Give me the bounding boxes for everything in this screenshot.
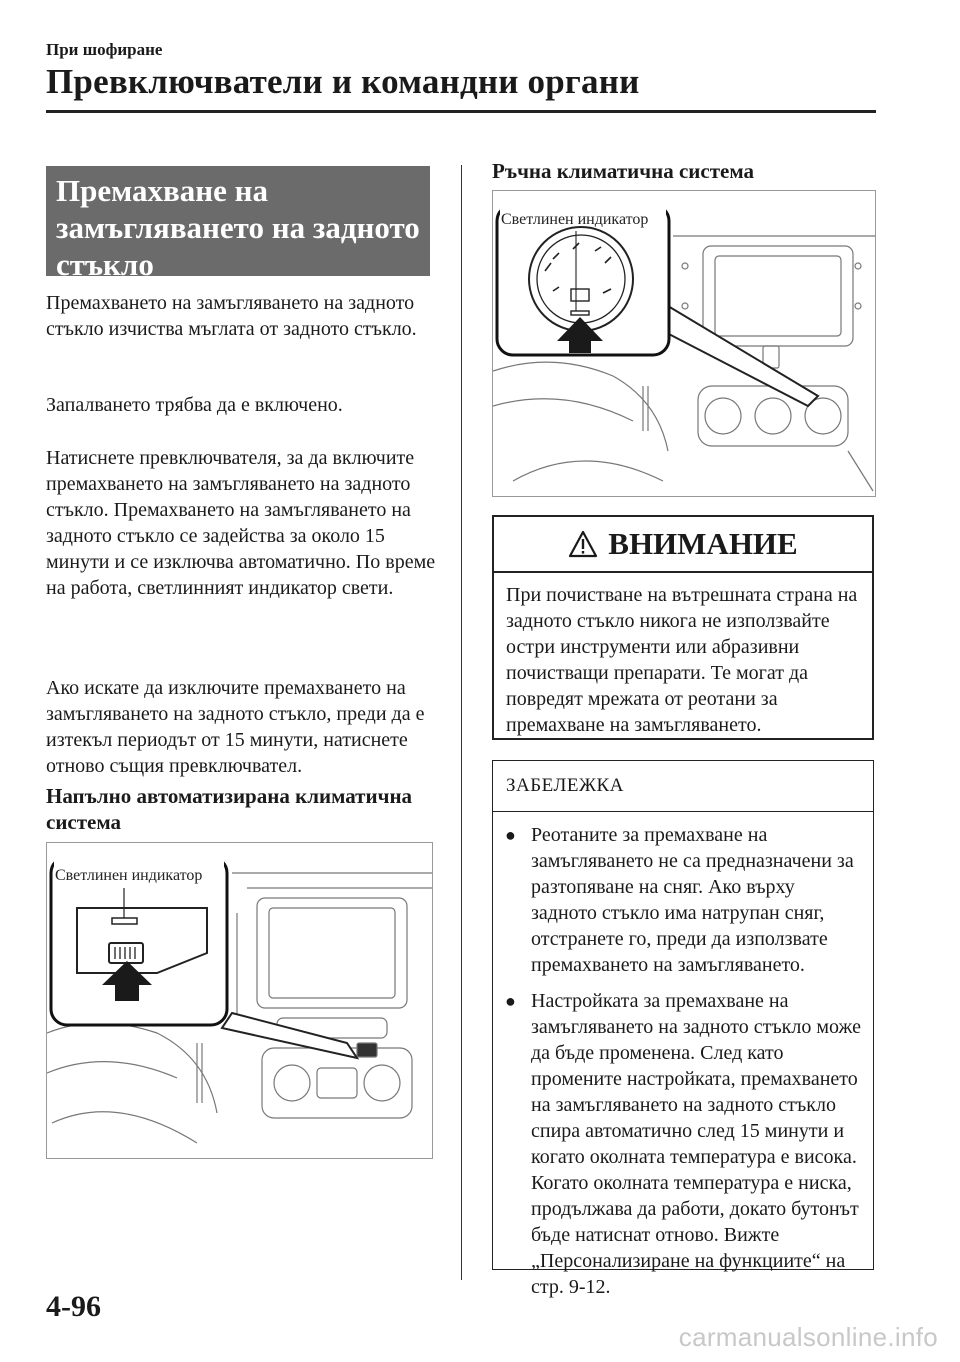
section-heading: Премахване на замъгляването на задното стъкло <box>46 166 430 276</box>
paragraph-turn-off: Ако искате да изключите премахването на замъгляването на задното стъкло, преди да е изтекъл периодът от 15 минути, натиснете отново същия превключвател. <box>46 677 425 777</box>
subheading-auto-climate: Напълно автоматизирана климатична система <box>46 784 413 834</box>
subheading-manual-climate: Ръчна климатична система <box>492 159 755 183</box>
warning-header <box>494 517 872 573</box>
bullet-icon: ● <box>505 991 516 1011</box>
fig2-callout-label: Светлинен индикатор <box>501 211 649 228</box>
note-item <box>505 822 861 978</box>
figure-manual-climate-dashboard <box>492 190 876 497</box>
note-box <box>492 760 874 1298</box>
warning-text: При почистване на вътрешната страна на задното стъкло никога не използвайте остри инструменти или абразивни почистващи препарати. Те могат да повредят мрежата от реотани за премахване на замъгляването. <box>506 584 858 736</box>
paragraph-intro: Премахването на замъгляването на задното стъкло изчиства мъглата от задното стъкло. <box>46 292 417 340</box>
paragraph-ignition: Запалването трябва да е включено. <box>46 394 343 416</box>
warning-box <box>492 515 874 740</box>
warning-triangle-icon <box>568 530 598 558</box>
warning-title: ВНИМАНИЕ <box>608 526 798 561</box>
paragraph-operation: Натиснете превключвателя, за да включите премахването на замъгляването на задното стъкло. Премахването на замъгляването на задното стъкло се задейства за около 15 минути и се изключва автоматично. По време на работа, светлинният индикатор свети. <box>46 447 436 599</box>
watermark: carmanualsonline.info <box>678 1322 938 1352</box>
note-item <box>505 988 861 1300</box>
page-number: 4-96 <box>46 1290 101 1323</box>
figure-auto-climate-dashboard <box>46 842 433 1159</box>
section-label: При шофиране <box>46 40 163 59</box>
bullet-icon: ● <box>505 825 516 845</box>
note-item-text: Реотаните за премахване на замъгляването не са предназначени за разтопяване на сняг. Ако върху задното стъкло има натрупан сняг, отстранете го, преди да използвате премахването на замъгляването. <box>531 824 854 976</box>
fig1-callout-label: Светлинен индикатор <box>55 867 203 884</box>
note-item-text: Настройката за премахване на замъгляването на задното стъкло може да бъде променена. След като промените настройката, премахването на замъгляването на задното стъкло спира автоматично след 15 минути и когато околната температура е висока. Когато околната температура е ниска, продължава да работи, докато бутонът бъде натиснат отново. Вижте „Персонализиране на функциите“ на стр. 9-12. <box>531 990 861 1298</box>
column-divider <box>461 165 462 1280</box>
note-title: ЗАБЕЛЕЖКА <box>493 761 873 812</box>
title-rule <box>46 110 876 113</box>
page-title: Превключватели и командни органи <box>46 62 640 101</box>
